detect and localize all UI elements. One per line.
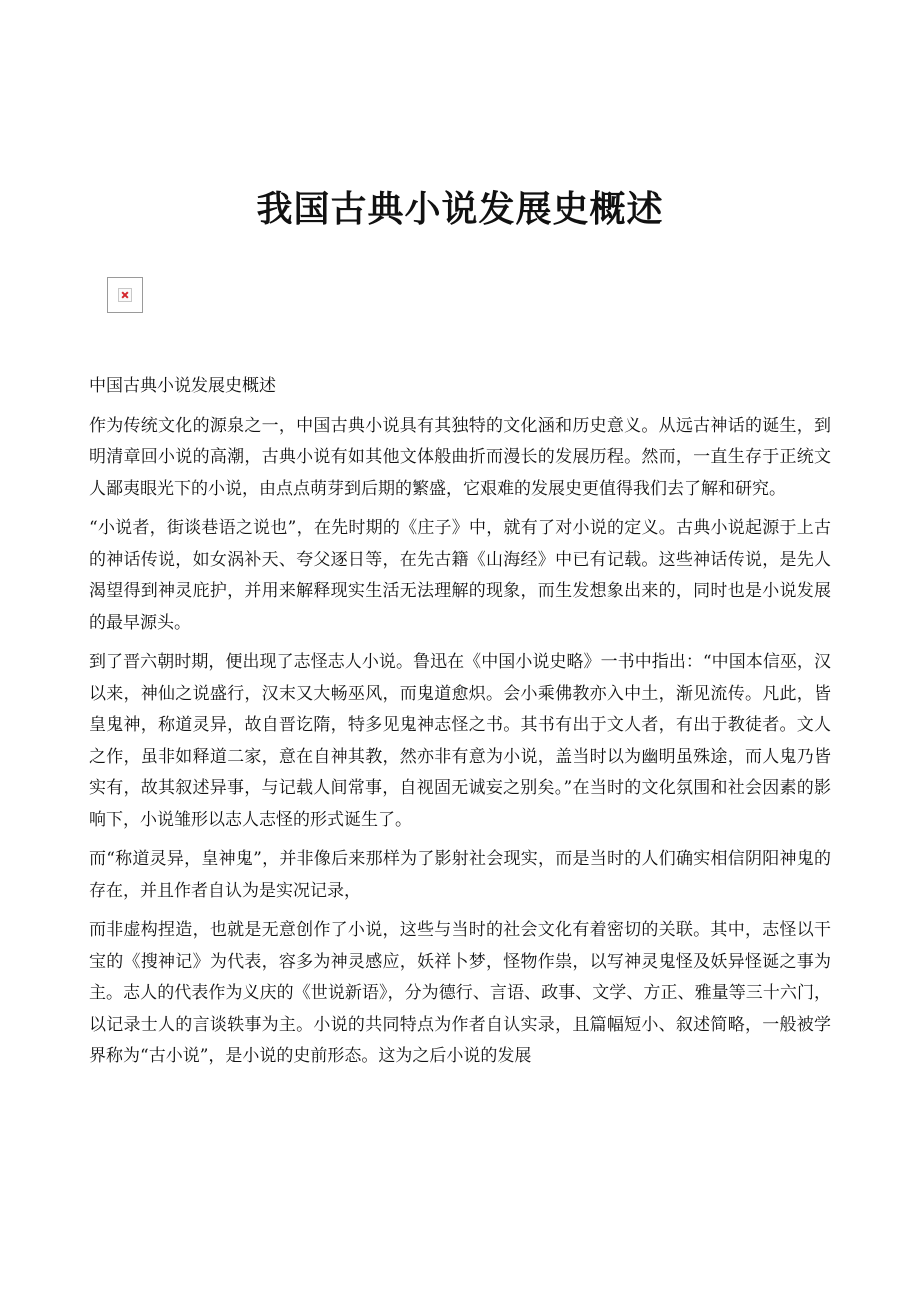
document-title: 我国古典小说发展史概述 <box>256 188 664 230</box>
document-body <box>89 371 831 1081</box>
paragraph: “小说者，街谈巷语之说也”，在先时期的《庄子》中，就有了对小说的定义。古典小说起源于上古的神话传说，如女涡补天、夸父逐日等，在先古籍《山海经》中已有记载。这些神话传说，是先人渴望得到神灵庇护，并用来解释现实生活无法理解的现象，而生发想象出来的，同时也是小说发展的最早源头。 <box>89 518 831 633</box>
paragraph: 而“称道灵异，皇神鬼”，并非像后来那样为了影射社会现实，而是当时的人们确实相信阴阳神鬼的存在，并且作者自认为是实况记录， <box>89 849 831 901</box>
document-subtitle: 中国古典小说发展史概述 <box>89 376 276 396</box>
broken-image-icon <box>107 277 143 313</box>
paragraph: 作为传统文化的源泉之一，中国古典小说具有其独特的文化涵和历史意义。从远古神话的诞生，到明清章回小说的高潮，古典小说有如其他文体般曲折而漫长的发展历程。然而，一直生存于正统文人鄙夷眼光下的小说，由点点萌芽到后期的繁盛，它艰难的发展史更值得我们去了解和研究。 <box>89 415 831 499</box>
paragraph: 到了晋六朝时期，便出现了志怪志人小说。鲁迅在《中国小说史略》一书中指出：“中国本信巫，汉以来，神仙之说盛行，汉末又大畅巫风，而鬼道愈炽。会小乘佛教亦入中土，渐见流传。凡此，皆皇鬼神，称道灵异，故自晋讫隋，特多见鬼神志怪之书。其书有出于文人者，有出于教徒者。文人之作，虽非如释道二家，意在自神其教，然亦非有意为小说，盖当时以为幽明虽殊途，而人鬼乃皆实有，故其叙述异事，与记载人间常事，自视固无诚妄之别矣。”在当时的文化氛围和社会因素的影响下，小说雏形以志人志怪的形式诞生了。 <box>89 652 831 830</box>
paragraph: 而非虚构捏造，也就是无意创作了小说，这些与当时的社会文化有着密切的关联。其中，志怪以干宝的《搜神记》为代表，容多为神灵感应，妖祥卜梦，怪物作祟，以写神灵鬼怪及妖异怪诞之事为主。志人的代表作为义庆的《世说新语》，分为德行、言语、政事、文学、方正、雅量等三十六门，以记录士人的言谈轶事为主。小说的共同特点为作者自认实录，且篇幅短小、叙述简略，一般被学界称为“古小说”，是小说的史前形态。这为之后小说的发展 <box>89 920 831 1066</box>
image-error-icon <box>118 288 132 302</box>
